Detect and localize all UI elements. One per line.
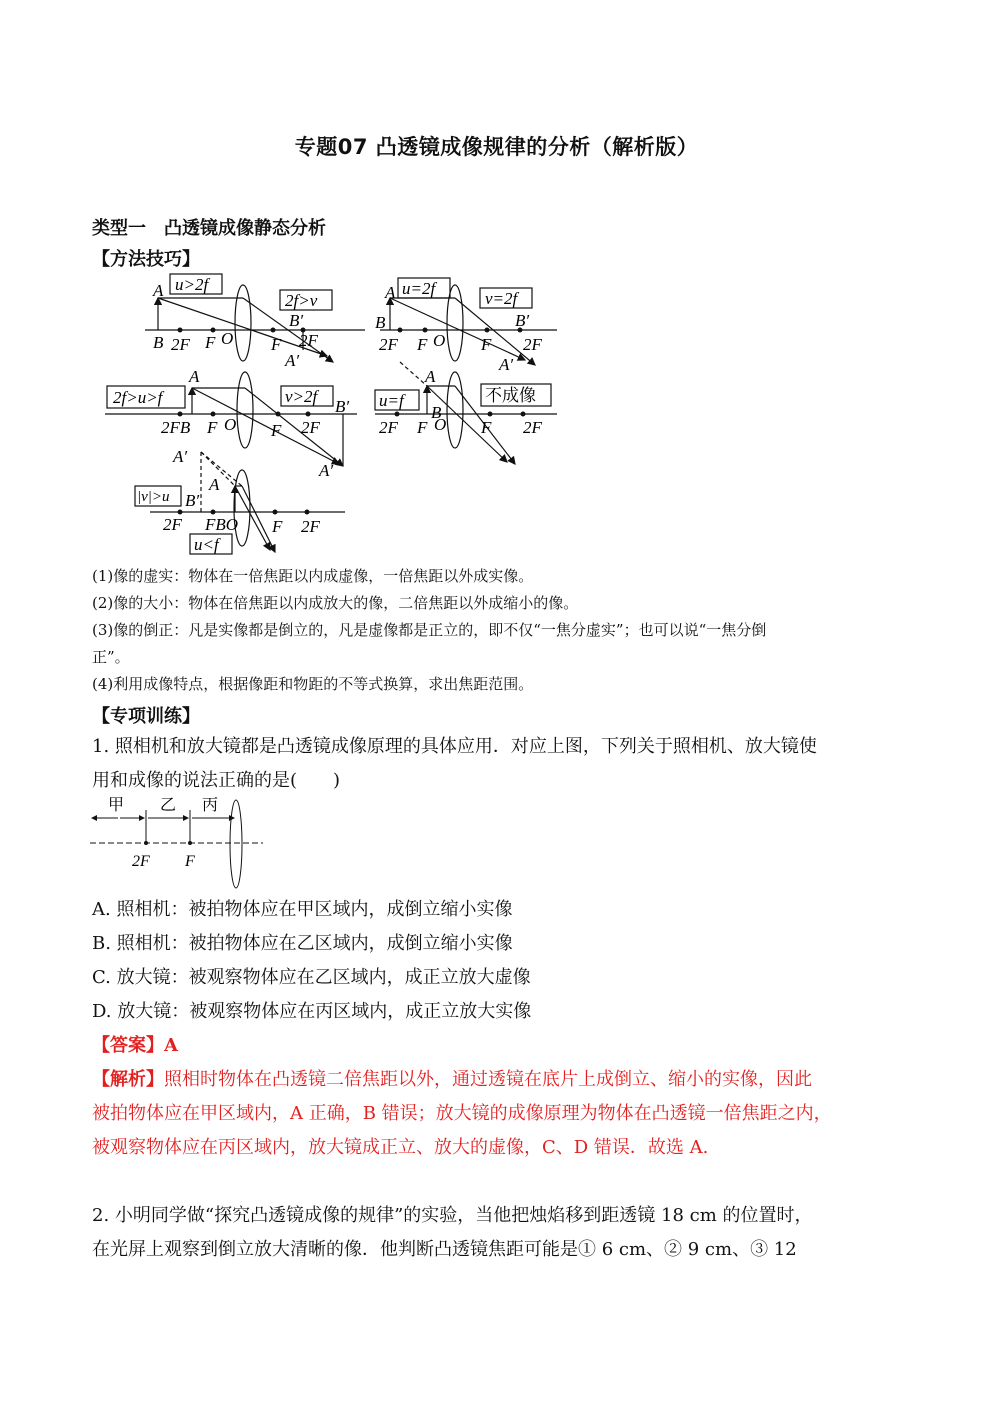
region-jia: 甲 [108,796,125,814]
label-2f-gt-v: 2f>v [285,291,318,310]
label-f: F [481,418,492,437]
label-2f: 2F [299,331,318,350]
q1-option-a: A. 照相机：被拍物体应在甲区域内，成倒立缩小实像 [92,899,513,920]
q2-line2: 在光屏上观察到倒立放大清晰的像．他判断凸透镜焦距可能是① 6 cm、② 9 cm、③ 12 [92,1239,797,1260]
label-v-gt-u: |v|>u [137,489,170,505]
label-2f: 2F [379,418,398,437]
q1-analysis-line2: 被拍物体应在甲区域内，A 正确，B 错误；放大镜的成像原理为物体在凸透镜一倍焦距之内， [92,1103,832,1124]
q2-line1: 2. 小明同学做“探究凸透镜成像的规律”的实验，当他把烛焰移到距透镜 18 cm 的位置时， [92,1205,813,1226]
label-2f: 2F [379,335,398,354]
label-fbo: FBO [205,515,239,534]
label-v-gt-2f: v>2f [285,387,318,406]
label-2f: 2F [523,418,542,437]
label-v-eq-2f: v=2f [485,289,518,308]
label-b-prime: B′ [289,311,304,330]
label-2f: 2F [163,515,182,534]
lens-imaging-diagrams [95,270,575,562]
note-1: (1)像的虚实：物体在一倍焦距以内成虚像，一倍焦距以外成实像。 [92,567,534,585]
q1-region-figure [88,796,268,892]
label-f: F [272,517,283,536]
analysis-label: 【解析】 [92,1069,164,1090]
label-f: F [271,335,282,354]
label-b: B [431,403,442,422]
section-heading: 类型一 凸透镜成像静态分析 [92,218,326,239]
q1-option-b: B. 照相机：被拍物体应在乙区域内，成倒立缩小实像 [92,933,513,954]
label-u-gt-2f: u>2f [175,275,209,294]
note-4: (4)利用成像特点，根据像距和物距的不等式换算，求出焦距范围。 [92,675,534,693]
region-bing: 丙 [202,796,219,814]
label-a: A [189,367,200,386]
q1-stem-line2: 用和成像的说法正确的是( ) [92,770,341,791]
label-no-image: 不成像 [485,386,536,406]
region-yi: 乙 [160,796,177,814]
label-2fb: 2FB [161,418,191,437]
label-b: B [375,313,386,332]
label-a: A [385,283,396,302]
note-2: (2)像的大小：物体在倍焦距以内成放大的像，二倍焦距以外成缩小的像。 [92,594,579,612]
label-b-prime: B′ [185,491,200,510]
q1-answer [92,1029,908,1063]
label-f: F [417,418,428,437]
training-heading: 【专项训练】 [92,706,200,727]
answer-value: A [164,1035,178,1056]
methods-heading: 【方法技巧】 [92,249,200,270]
q1-option-d: D. 放大镜：被观察物体应在丙区域内，成正立放大实像 [92,1001,532,1022]
label-f: F [481,335,492,354]
label-o: O [434,415,447,434]
label-2f: 2F [132,853,150,870]
label-a: A [425,367,436,386]
label-a-prime: A′ [285,351,300,370]
label-f: F [417,335,428,354]
label-u-eq-f: u=f [379,391,404,410]
label-f: F [207,418,218,437]
label-b: B [153,333,164,352]
label-o: O [221,329,234,348]
label-b-prime: B′ [335,397,350,416]
q1-option-c: C. 放大镜：被观察物体应在乙区域内，成正立放大虚像 [92,967,531,988]
q1-analysis-line1 [92,1063,908,1097]
page-title: 专题07 凸透镜成像规律的分析（解析版） [294,135,699,159]
label-2f: 2F [171,335,190,354]
q1-analysis-line3: 被观察物体应在丙区域内，放大镜成正立、放大的虚像，C、D 错误．故选 A. [92,1137,709,1158]
label-2f: 2F [301,517,320,536]
label-f: F [185,853,195,870]
label-a-prime: A′ [173,447,188,466]
label-f: F [205,333,216,352]
label-2f: 2F [523,335,542,354]
note-3: (3)像的倒正：凡是实像都是倒立的，凡是虚像都是正立的，即不仅“一焦分虚实”；也可以说“一焦分倒 [92,621,767,639]
analysis-text: 照相时物体在凸透镜二倍焦距以外，通过透镜在底片上成倒立、缩小的实像，因此 [164,1069,812,1090]
label-a-prime: A′ [319,461,334,480]
label-a: A [153,281,164,300]
label-b-prime: B′ [515,311,530,330]
label-a-prime: A′ [499,355,514,374]
note-3-cont: 正”。 [92,648,130,666]
label-2f-gt-u-gt-f: 2f>u>f [113,388,163,407]
label-u-eq-2f: u=2f [402,279,436,298]
label-2f: 2F [301,418,320,437]
label-o: O [224,415,237,434]
q1-stem-line1: 1. 照相机和放大镜都是凸透镜成像原理的具体应用．对应上图，下列关于照相机、放大镜使 [92,736,817,757]
label-f: F [271,421,282,440]
label-u-lt-f: u<f [194,535,219,554]
answer-label: 【答案】 [92,1035,164,1056]
label-o: O [433,331,446,350]
label-a: A [209,475,220,494]
